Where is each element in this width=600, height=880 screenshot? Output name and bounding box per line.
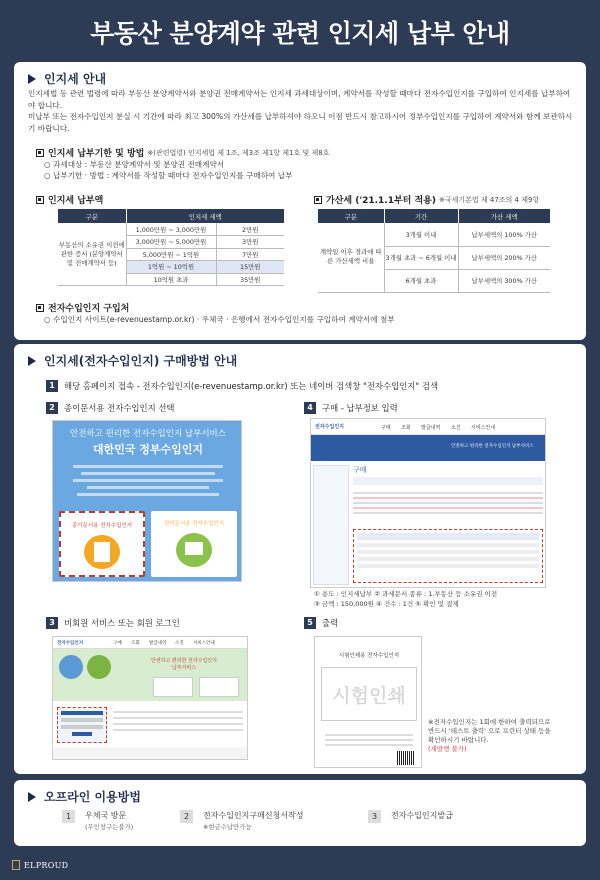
step-number: 3 [46, 617, 58, 629]
table-row: 부동산의 소유권 이전에 관한 증서 (분양계약서 및 전매계약서 등) 1,000만원 ~ 3,000만원 2만원 [58, 223, 284, 236]
table-row: 10억원 초과 35만원 [58, 273, 284, 286]
section-heading-stamp-tax: 인지세 안내 [28, 70, 106, 87]
box-icon [36, 196, 44, 204]
triangle-icon [28, 792, 36, 802]
screenshot-login-page: 전자수입인지 구매 조회 발급내역 소진 서비스안내 안전하고 편리한 전자수입인지 납부서비스 [52, 636, 248, 760]
table-row: 3,000만원 ~ 5,000만원 3만원 [58, 236, 284, 249]
paper-stamp-option[interactable]: 종이문서용 전자수입인지 [59, 511, 145, 577]
document-icon [84, 535, 120, 569]
table-row: 계약일 이후 경과에 따른 가산세액 비율 3개월 이내 납부세액의 100% 가산 [318, 223, 550, 246]
print-note: ※전자수입인지는 1회에 한하여 출력되므로 반드시 '테스트 출력' 으로 프린터 상태 등을 확인하시기 바랍니다. (재발행 불가) [428, 718, 551, 753]
table-row-highlighted: 1억원 ~ 10억원 15만원 [58, 261, 284, 274]
table-category-cell: 부동산의 소유권 이전에 관한 증서 (분양계약서 및 전매계약서 등) [58, 223, 126, 286]
deadline-heading: 인지세 납부기한 및 방법 ※(관련법령) 인지세법 제 1조, 제3조 제1항 제1호 및 제8호 [36, 146, 329, 159]
deadline-item-1: ○ 과세대상 : 부동산 분양계약서 및 분양권 전매계약서 [44, 160, 225, 169]
offline-step-3: 3 전자수입인지발급 [368, 810, 453, 823]
table-category-cell: 계약일 이후 경과에 따른 가산세액 비율 [318, 223, 384, 292]
table-row: 6개월 초과 납부세액의 300% 가산 [318, 269, 550, 292]
section-heading-offline: 오프라인 이용방법 [28, 788, 141, 805]
intro-paragraph-1: 인지세법 등 관련 법령에 따라 부동산 분양계약서와 분양권 전매계약서는 인지세 과세대상이며, 계약서를 작성할 때마다 전자수입인지를 구입하여 인지세를 납부하여야 합니다. [28, 89, 571, 110]
page-title: 부동산 분양계약 관련 인지세 납부 안내 [90, 19, 510, 48]
box-icon [36, 304, 44, 312]
deadline-item-2: ○ 납부기한 · 방법 : 계약서를 작성할 때마다 전자수입인지를 구매하여 납부 [44, 171, 293, 180]
step-2: 2 종이문서용 전자수입인지 선택 [46, 402, 175, 414]
step-number: 5 [304, 617, 316, 629]
purchase-method-card [14, 344, 586, 774]
purchase-place-item: ○ 수입인지 사이트(e-revenuestamp.or.kr) · 우체국 · 은행에서 전자수입인지를 구입하여 계약서에 첨부 [44, 315, 395, 324]
triangle-icon [28, 356, 36, 366]
offline-step-2: 2 전자수입인지구매신청서작성 ※현금수납만가능 [180, 810, 303, 831]
step-number: 4 [304, 402, 316, 414]
purchase-legend-1: ① 용도 : 인지세납부 ② 과세문서 종류 : 1.부동산 등 소유권 이전 [314, 590, 498, 598]
step-number: 1 [46, 380, 58, 392]
barcode-icon [397, 751, 415, 765]
step-4: 4 구매 - 납부정보 입력 [304, 402, 398, 414]
logo-mark-icon [12, 860, 20, 870]
triangle-icon [28, 74, 36, 84]
screenshot-revenuestamp-banner: 안전하고 편리한 전자수입인지 납부서비스 대한민국 정부수입인지 종이문서용 전자수입인지 전자문서용 전자수입인지 [52, 420, 242, 582]
step-1: 1 해당 홈페이지 접속 - 전자수입인지(e-revenuestamp.or.kr) 또는 네이버 검색창 "전자수입인지" 검색 [46, 380, 438, 392]
offline-step-1: 1 우체국 방문 (무인창구는불가) [62, 810, 133, 831]
electronic-stamp-option[interactable]: 전자문서용 전자수입인지 [151, 511, 237, 577]
tax-amount-heading: 인지세 납부액 [36, 193, 103, 206]
box-icon [314, 196, 322, 204]
purchase-input-area[interactable] [353, 529, 543, 583]
offline-card [14, 780, 586, 846]
info-card [14, 62, 586, 340]
screenshot-purchase-form: 전자수입인지 구매 조회 발급내역 소진 서비스안내 안전하고 편리한 전자수입인지 납부서비스 구매 [310, 418, 546, 588]
step-3: 3 비회원 서비스 또는 회원 로그인 [46, 617, 180, 629]
penalty-table: 구분 기간 가산 세액 계약일 이후 경과에 따른 가산세액 비율 3개월 이내 납부세액의 100% 가산 3개월 초과 ~ 6개월 이내 납부세액의 200% 가산 6개월 초과 납부세액의 300% 가산 [318, 209, 550, 293]
table-row: 5,000만원 ~ 1억원 7만원 [58, 248, 284, 261]
penalty-heading: 가산세 ('21.1.1부터 적용) ※국세기본법 제 47조의 4 제9항 [314, 193, 539, 206]
screenshot-print-preview: 시험인쇄용 전자수입인지 시험인쇄 [314, 636, 422, 768]
computer-icon [176, 533, 212, 567]
box-icon [36, 149, 44, 157]
purchase-place-heading: 전자수입인지 구입처 [36, 301, 129, 314]
step-number: 2 [46, 402, 58, 414]
intro-paragraph-2: 미납부 또는 전자수입인지 분실 시 기간에 따라 최고 300%의 가산세를 납부하셔야 하오니 이점 반드시 참고하시어 정부수입인지를 구입하여 계약서와 함께 보관하시기 바랍니다. [28, 112, 573, 133]
purchase-legend-2: ③ 금액 : 150,000원 ④ 건수 : 1건 ⑤ 확인 및 결제 [314, 600, 459, 608]
step-5: 5 출력 [304, 617, 338, 629]
table-row: 3개월 초과 ~ 6개월 이내 납부세액의 200% 가산 [318, 246, 550, 269]
login-box[interactable] [57, 707, 107, 743]
section-heading-purchase: 인지세(전자수입인지) 구매방법 안내 [28, 352, 237, 369]
tax-amount-table: 구분 인지세 세액 부동산의 소유권 이전에 관한 증서 (분양계약서 및 전매계약서 등) 1,000만원 ~ 3,000만원 2만원 3,000만원 ~ 5,000만원 3만원 5,000만원 ~ 1억원 7만원 1억원 ~ 10억원 15만원 10억원 초과 35만원 [58, 209, 284, 286]
elproud-logo: ELPROUD [12, 860, 68, 870]
